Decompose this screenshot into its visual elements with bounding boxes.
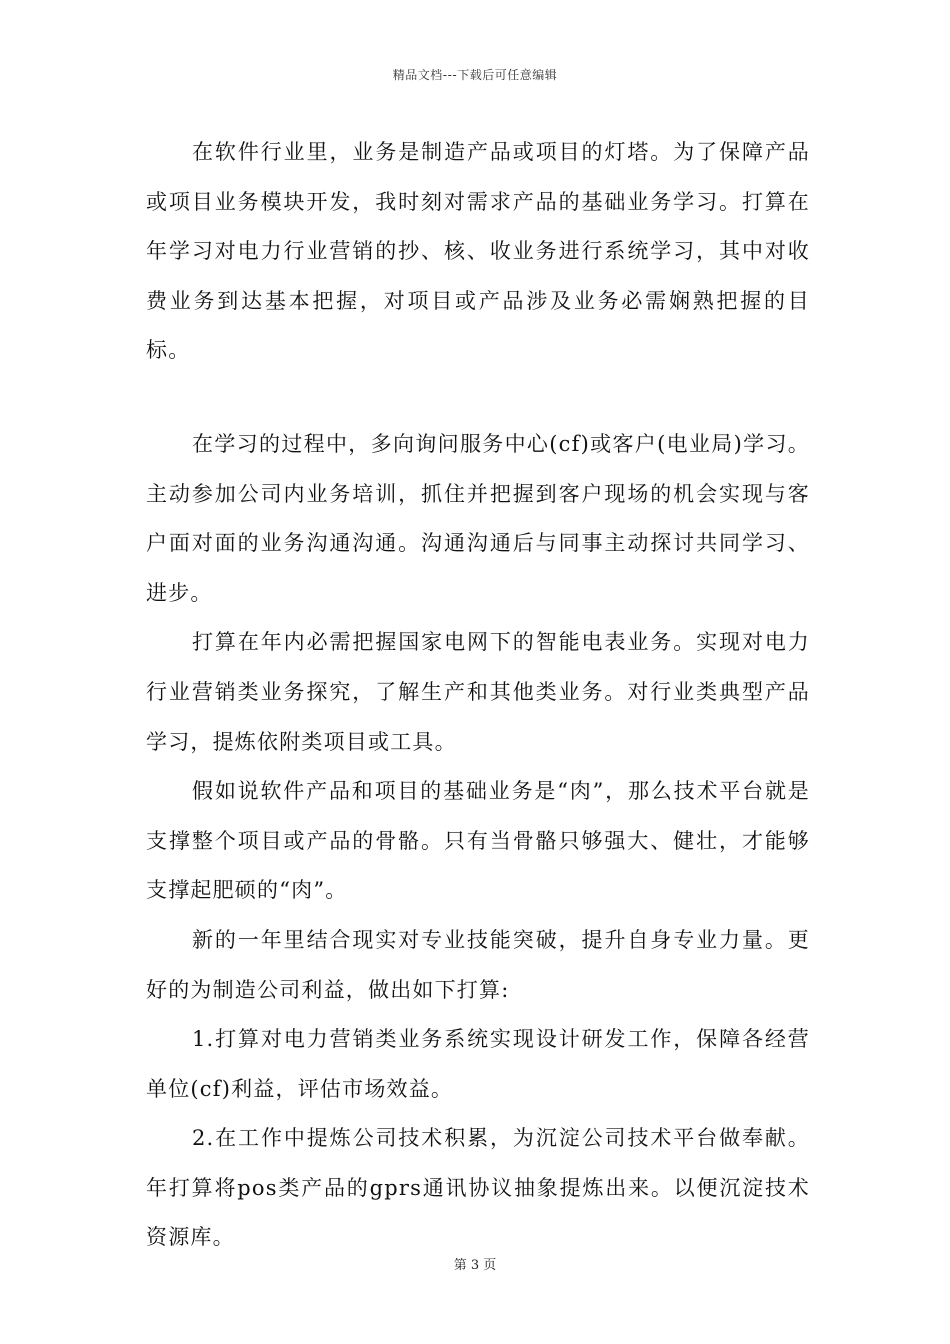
- page-header: 精品文档---下载后可任意编辑: [392, 68, 558, 82]
- page-number: 第 3 页: [453, 1258, 497, 1273]
- document-body: [146, 128, 810, 1263]
- list-item-2: 2.在工作中提炼公司技术积累，为沉淀公司技术平台做奉献。年打算将pos类产品的gprs通讯协议抽象提炼出来。以便沉淀技术资源库。: [146, 1126, 810, 1250]
- paragraph-tech-platform: 假如说软件产品和项目的基础业务是“肉”，那么技术平台就是支撑整个项目或产品的骨骼。只有当骨骼只够强大、健壮，才能够支撑起肥硕的“肉”。: [146, 779, 810, 903]
- list-item-1: 1.打算对电力营销类业务系统实现设计研发工作，保障各经营单位(cf)利益，评估市场效益。: [146, 1027, 810, 1101]
- paragraph-new-year-plan: 新的一年里结合现实对专业技能突破，提升自身专业力量。更好的为制造公司利益，做出如下打算:: [146, 927, 810, 1002]
- paragraph-business-lighthouse: 在软件行业里，业务是制造产品或项目的灯塔。为了保障产品或项目业务模块开发，我时刻对需求产品的基础业务学习。打算在年学习对电力行业营销的抄、核、收业务进行系统学习，其中对收费业务到达基本把握，对项目或产品涉及业务必需娴熟把握的目标。: [146, 140, 810, 363]
- paragraph-smart-meter-plan: 打算在年内必需把握国家电网下的智能电表业务。实现对电力行业营销类业务探究，了解生产和其他类业务。对行业类典型产品学习，提炼依附类项目或工具。: [146, 630, 810, 754]
- paragraph-learning-process: 在学习的过程中，多向询问服务中心(cf)或客户(电业局)学习。主动参加公司内业务培训，抓住并把握到客户现场的机会实现与客户面对面的业务沟通沟通。沟通沟通后与同事主动探讨共同学习、进步。: [146, 431, 810, 605]
